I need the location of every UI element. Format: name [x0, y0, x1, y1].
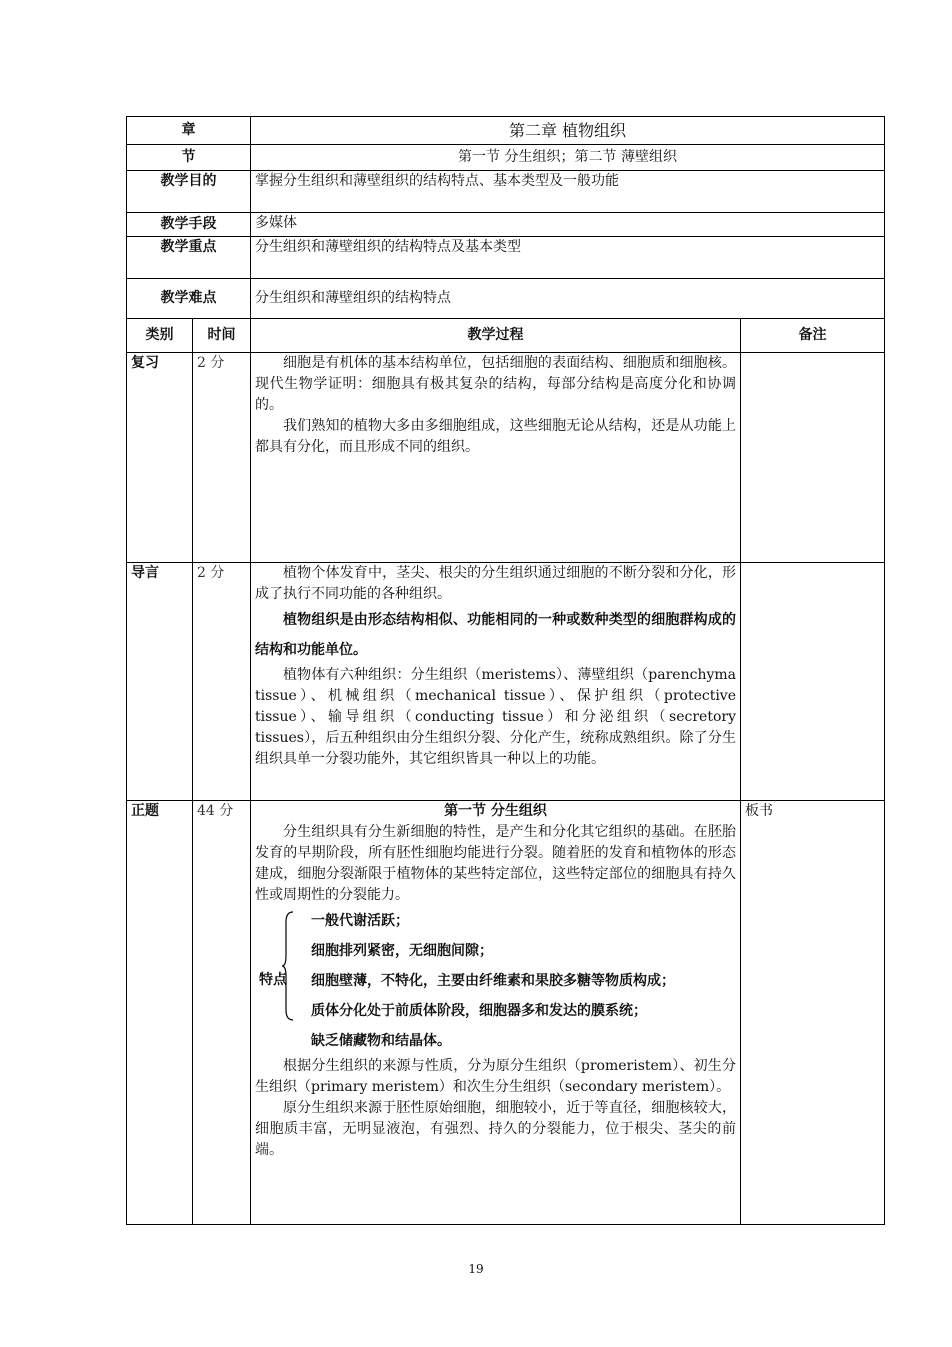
- intro-time: 2 分: [193, 563, 251, 801]
- chapter-row: [127, 117, 885, 145]
- features-block: [255, 906, 736, 1056]
- feature-item: 一般代谢活跃；: [311, 913, 409, 929]
- col-notes: 备注: [741, 319, 885, 353]
- col-process: 教学过程: [251, 319, 741, 353]
- col-category: 类别: [127, 319, 193, 353]
- feature-item: 细胞排列紧密，无细胞间隙；: [311, 943, 493, 959]
- chapter-label: 章: [127, 117, 251, 145]
- goal-label: 教学目的: [127, 171, 251, 213]
- goal-value: 掌握分生组织和薄壁组织的结构特点、基本类型及一般功能: [251, 171, 885, 213]
- focus-value: 分生组织和薄壁组织的结构特点及基本类型: [251, 237, 885, 279]
- intro-paragraph-1: 植物个体发育中，茎尖、根尖的分生组织通过细胞的不断分裂和分化，形成了执行不同功能的各种组织。: [255, 565, 736, 602]
- main-paragraph-3: 原分生组织来源于胚性原始细胞，细胞较小，近于等直径，细胞核较大，细胞质丰富，无明显液泡，有强烈、持久的分裂能力，位于根尖、茎尖的前端。: [255, 1100, 736, 1158]
- means-label: 教学手段: [127, 213, 251, 237]
- review-paragraph-1: 细胞是有机体的基本结构单位，包括细胞的表面结构、细胞质和细胞核。现代生物学证明：细胞具有极其复杂的结构，每部分结构是高度分化和协调的。: [255, 355, 736, 413]
- main-row: [127, 801, 885, 1225]
- difficulty-value: 分生组织和薄壁组织的结构特点: [251, 279, 885, 319]
- review-time: 2 分: [193, 353, 251, 563]
- features-label: 特点: [259, 972, 287, 988]
- review-category: 复习: [127, 353, 193, 563]
- focus-row: [127, 237, 885, 279]
- means-row: [127, 213, 885, 237]
- main-paragraph-1: 分生组织具有分生新细胞的特性，是产生和分化其它组织的基础。在胚胎发育的早期阶段，所有胚性细胞均能进行分裂。随着胚的发育和植物体的形态建成，细胞分裂渐限于植物体的某些特定部位，这些特定部位的细胞具有持久性或周期性的分裂能力。: [255, 824, 736, 903]
- means-value: 多媒体: [251, 213, 885, 237]
- difficulty-label: 教学难点: [127, 279, 251, 319]
- feature-item: 细胞壁薄，不特化，主要由纤维素和果胶多糖等物质构成；: [311, 973, 675, 989]
- features-list: [311, 906, 675, 1056]
- review-paragraph-2: 我们熟知的植物大多由多细胞组成，这些细胞无论从结构，还是从功能上都具有分化，而且形成不同的组织。: [255, 418, 736, 455]
- left-brace-icon: [281, 910, 295, 1022]
- focus-label: 教学重点: [127, 237, 251, 279]
- intro-definition: 植物组织是由形态结构相似、功能相同的一种或数种类型的细胞群构成的结构和功能单位。: [255, 612, 736, 658]
- main-paragraph-2: 根据分生组织的来源与性质，分为原分生组织（promeristem）、初生分生组织（primary meristem）和次生分生组织（secondary meristem）。: [255, 1058, 736, 1095]
- review-row: [127, 353, 885, 563]
- section-title: 第一节 分生组织: [444, 803, 547, 819]
- difficulty-row: [127, 279, 885, 319]
- feature-item: 缺乏储藏物和结晶体。: [311, 1033, 451, 1049]
- section-label: 节: [127, 145, 251, 171]
- main-time: 44 分: [193, 801, 251, 1225]
- main-content: [251, 801, 741, 1225]
- chapter-value: 第二章 植物组织: [251, 117, 885, 145]
- main-note: 板书: [741, 801, 885, 1225]
- col-time: 时间: [193, 319, 251, 353]
- main-category: 正题: [127, 801, 193, 1225]
- page-number: 19: [468, 1262, 484, 1276]
- intro-note: [741, 563, 885, 801]
- lesson-plan-table: [126, 116, 885, 1225]
- intro-row: [127, 563, 885, 801]
- goal-row: [127, 171, 885, 213]
- review-content: [251, 353, 741, 563]
- review-note: [741, 353, 885, 563]
- intro-category: 导言: [127, 563, 193, 801]
- intro-paragraph-2: 植物体有六种组织：分生组织（meristems）、薄壁组织（parenchyma tissue）、机械组织（mechanical tissue）、保护组织（protective tissue）、输导组织（conducting tissue）和分泌组织（secretory tissues），后五种组织由分生组织分裂、分化产生，统称成熟组织。除了分生组织具单一分裂功能外，其它组织皆具一种以上的功能。: [255, 667, 736, 767]
- column-header-row: [127, 319, 885, 353]
- section-value: 第一节 分生组织；第二节 薄壁组织: [251, 145, 885, 171]
- feature-item: 质体分化处于前质体阶段，细胞器多和发达的膜系统；: [311, 1003, 647, 1019]
- intro-content: [251, 563, 741, 801]
- section-row: [127, 145, 885, 171]
